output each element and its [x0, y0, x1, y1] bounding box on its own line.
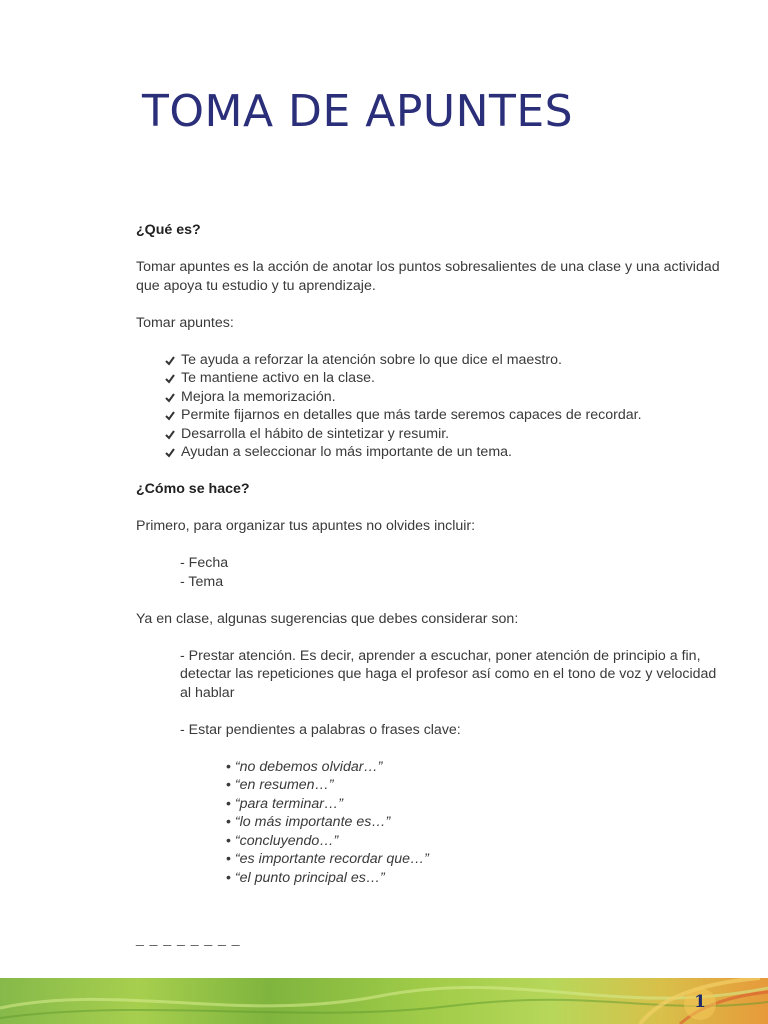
paragraph-tomar-apuntes: Tomar apuntes: — [136, 314, 234, 331]
list-item — [164, 388, 726, 407]
list-item — [164, 443, 726, 462]
list-item-text: Te mantiene activo en la clase. — [181, 370, 376, 386]
check-icon — [164, 372, 176, 384]
list-item: • “para terminar…” — [226, 795, 343, 812]
key-phrase: “no debemos olvidar…” — [234, 758, 383, 775]
footer-decorative-band — [0, 978, 768, 1024]
list-item-text: Desarrolla el hábito de sintetizar y resumir. — [181, 425, 450, 442]
suggestion-atencion: - Prestar atención. Es decir, aprender a escuchar, poner atención de principio a fin, detectar las repeticiones que haga el profesor así como en el tono de voz y velocidad al hablar — [180, 647, 717, 701]
list-item: • “el punto principal es…” — [226, 869, 385, 886]
list-item-text: Ayudan a seleccionar lo más importante de un tema. — [181, 444, 512, 460]
list-item-text: Mejora la memorización. — [181, 388, 336, 405]
list-item: • “es importante recordar que…” — [226, 851, 429, 867]
list-item: • “concluyendo…” — [226, 832, 339, 849]
key-phrase: “lo más importante es…” — [234, 814, 391, 830]
suggestion-palabras-clave: - Estar pendientes a palabras o frases clave: — [180, 721, 461, 738]
list-item: - Tema — [180, 573, 224, 590]
key-phrase: “concluyendo…” — [234, 832, 339, 849]
check-icon — [164, 354, 176, 366]
key-phrase: “en resumen…” — [234, 777, 334, 793]
key-phrase: “para terminar…” — [234, 795, 343, 812]
document-body — [136, 221, 726, 887]
list-item: • “en resumen…” — [226, 777, 334, 793]
section-heading-que-es: ¿Qué es? — [136, 222, 201, 238]
check-icon — [164, 428, 176, 440]
list-item-text: Permite fijarnos en detalles que más tarde seremos capaces de recordar. — [181, 407, 642, 423]
benefits-list — [136, 351, 726, 462]
page-title: TOMA DE APUNTES — [142, 86, 574, 137]
check-icon — [164, 391, 176, 403]
list-item: • “lo más importante es…” — [226, 814, 391, 830]
section-heading-como-se-hace: ¿Cómo se hace? — [136, 481, 250, 497]
check-icon — [164, 409, 176, 421]
footer-swirl-graphic — [0, 978, 768, 1024]
paragraph-sugerencias: Ya en clase, algunas sugerencias que debes considerar son: — [136, 610, 519, 627]
paragraph-definition: Tomar apuntes es la acción de anotar los puntos sobresalientes de una clase y una actividad que apoya tu estudio y tu aprendizaje. — [136, 259, 720, 294]
list-item — [164, 406, 726, 425]
paragraph-organizar: Primero, para organizar tus apuntes no olvides incluir: — [136, 518, 476, 534]
list-item — [164, 425, 726, 444]
key-phrases-list — [136, 758, 726, 888]
include-list — [136, 554, 726, 591]
list-item: - Fecha — [180, 555, 229, 571]
page-number: 1 — [694, 992, 706, 1012]
footnote-separator: _ _ _ _ _ _ _ _ — [136, 930, 241, 946]
check-icon — [164, 446, 176, 458]
list-item — [164, 351, 726, 370]
list-item-text: Te ayuda a reforzar la atención sobre lo que dice el maestro. — [181, 351, 562, 368]
key-phrase: “es importante recordar que…” — [234, 851, 429, 867]
list-item: • “no debemos olvidar…” — [226, 758, 383, 775]
key-phrase: “el punto principal es…” — [234, 869, 385, 886]
list-item — [164, 369, 726, 388]
